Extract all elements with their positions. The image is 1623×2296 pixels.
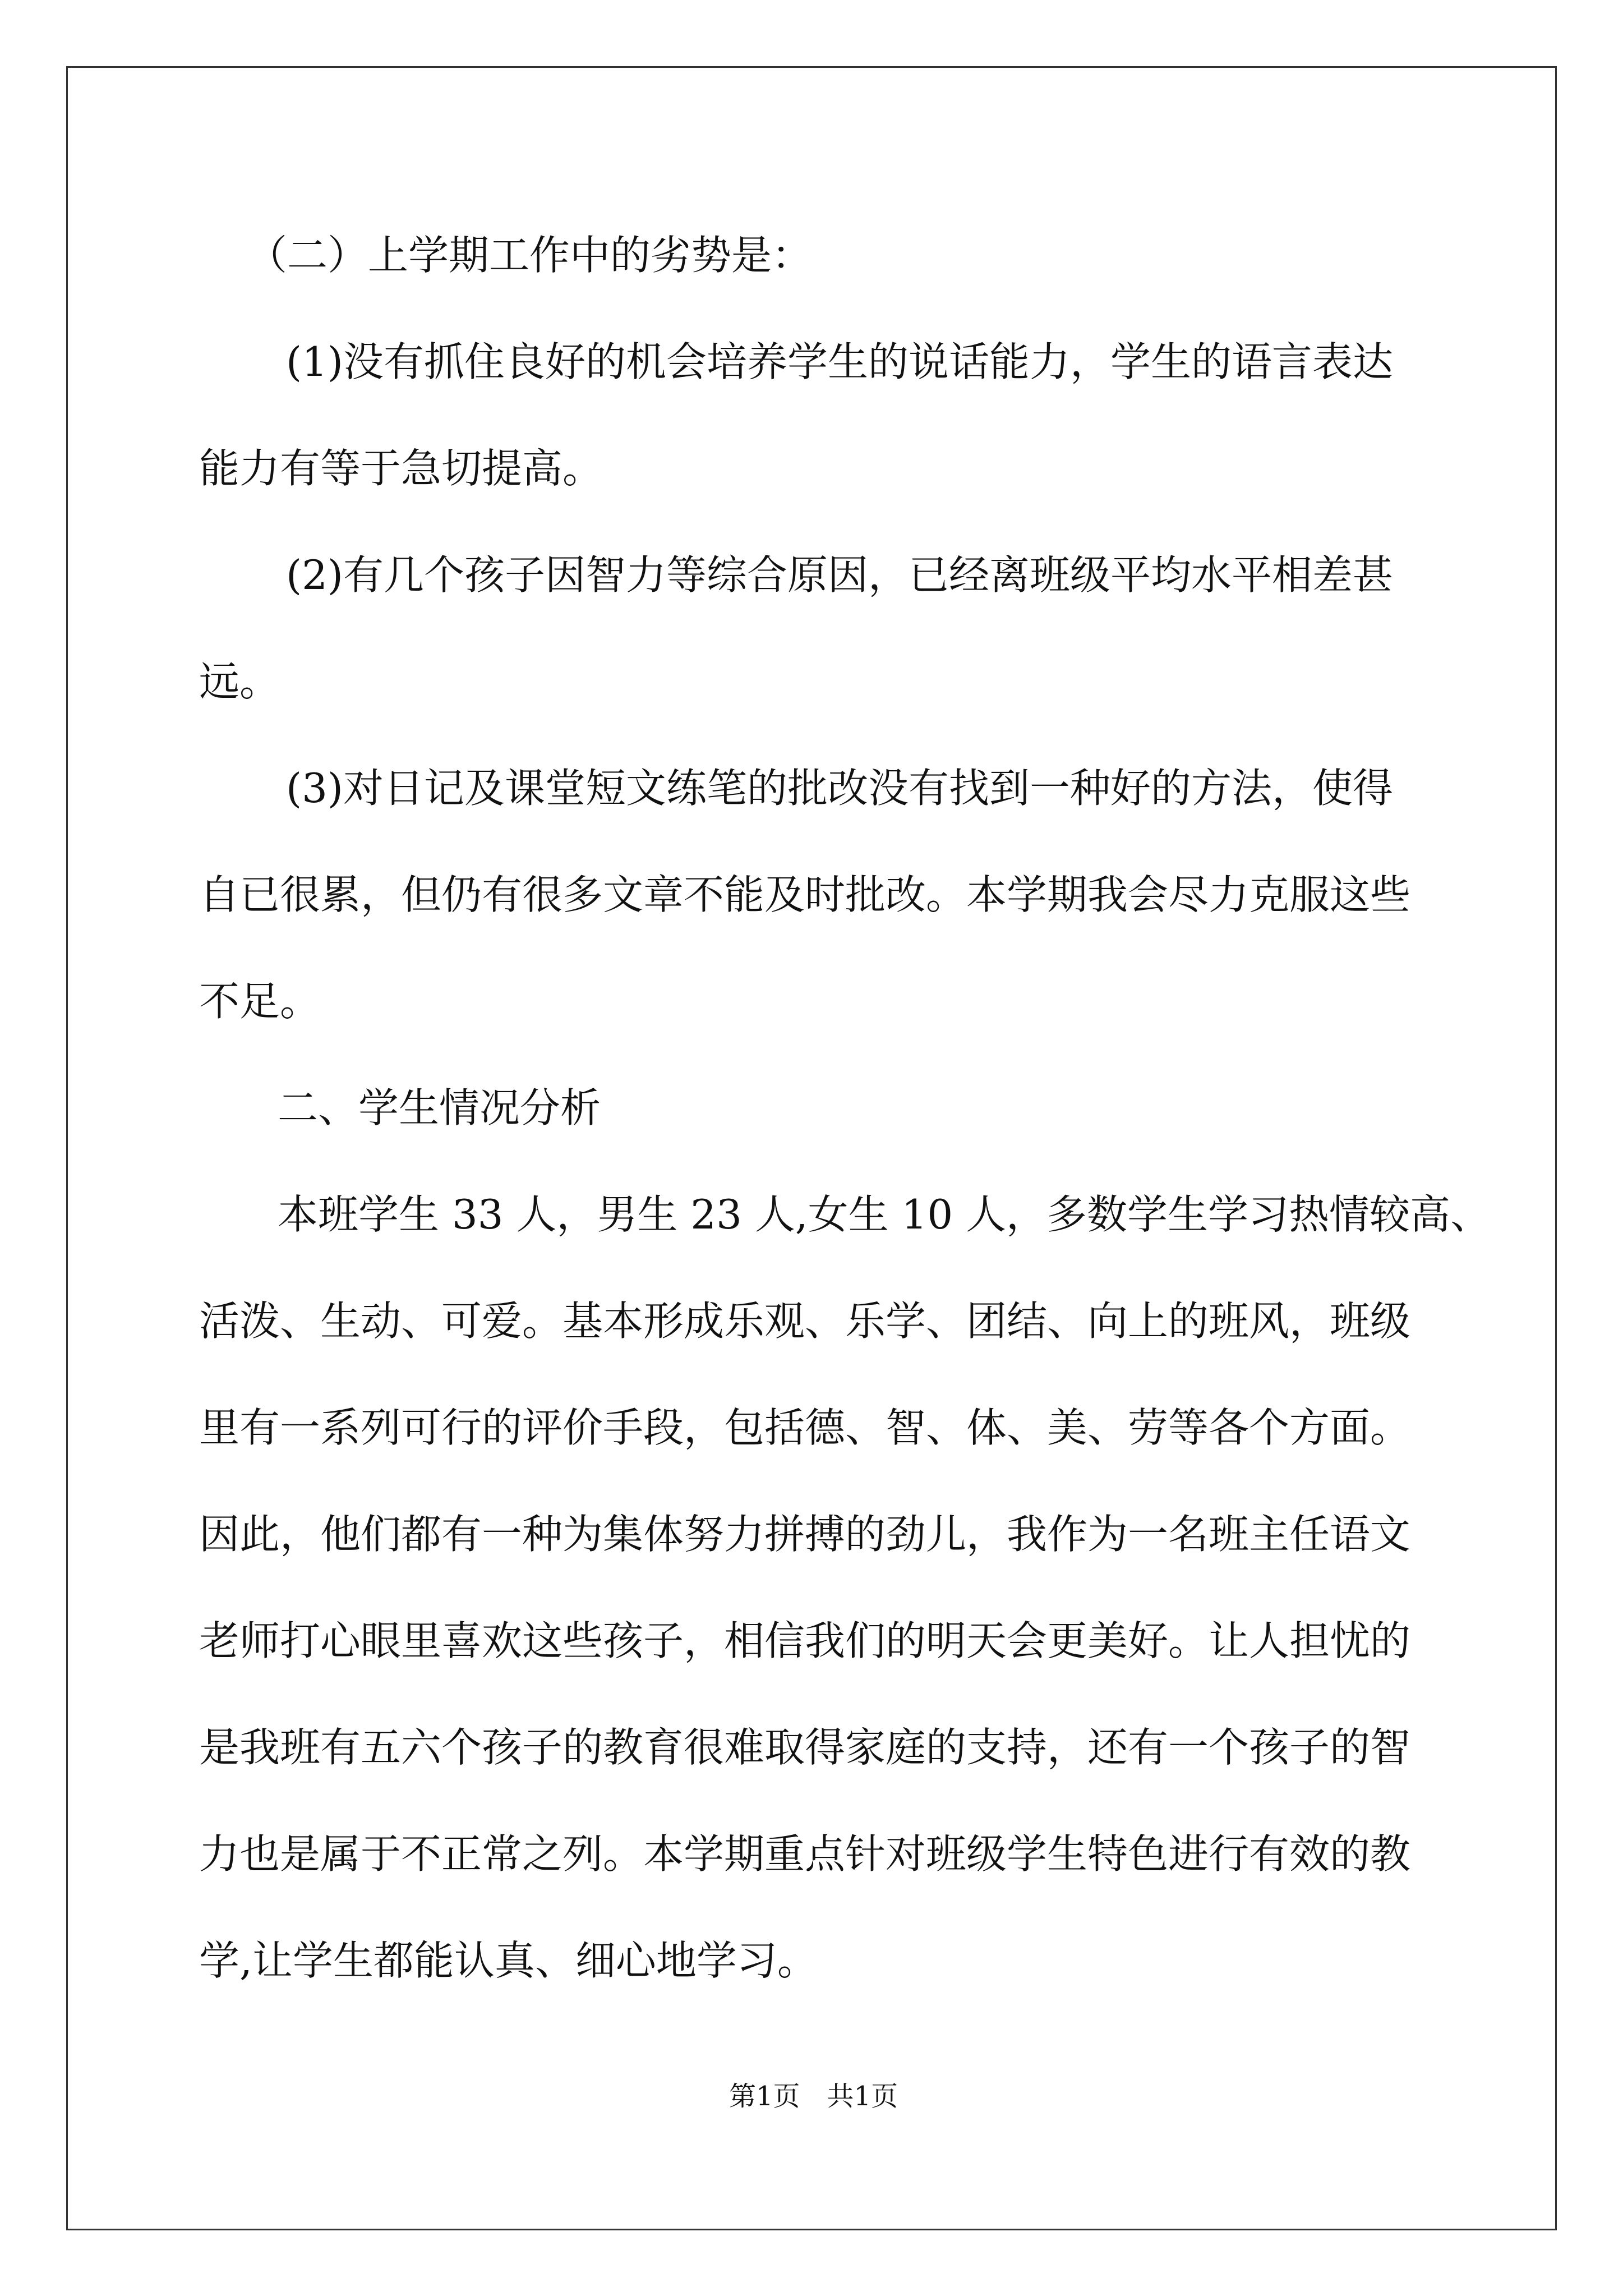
- text-line: 不足。: [199, 978, 321, 1025]
- page-number: 第1页: [729, 2081, 800, 2112]
- text-line: (2)有几个孩子因智力等综合原因，已经离班级平均水平相差甚: [286, 551, 1393, 599]
- text-line: 自已很累，但仍有很多文章不能及时批改。本学期我会尽力克服这些: [199, 871, 1411, 918]
- page-footer: [729, 2079, 898, 2113]
- text-line: 里有一系列可行的评价手段，包括德、智、体、美、劳等各个方面。: [199, 1404, 1411, 1451]
- text-line: （二）上学期工作中的劣势是：: [247, 232, 813, 279]
- text-line: 老师打心眼里喜欢这些孩子，相信我们的明天会更美好。让人担忧的: [199, 1617, 1411, 1664]
- text-line: 远。: [199, 658, 280, 705]
- text-line: (3)对日记及课堂短文练笔的批改没有找到一种好的方法，使得: [286, 765, 1393, 812]
- text-line: 是我班有五六个孩子的教育很难取得家庭的支持，还有一个孩子的智: [199, 1724, 1411, 1771]
- text-line: 能力有等于急切提高。: [199, 445, 603, 492]
- text-line: 学,让学生都能认真、细心地学习。: [199, 1937, 818, 1984]
- page-border: [66, 66, 1557, 2230]
- section-heading: 二、学生情况分析: [278, 1084, 601, 1131]
- text-line: 本班学生 33 人，男生 23 人,女生 10 人，多数学生学习热情较高、: [278, 1191, 1491, 1238]
- text-line: 因此，他们都有一种为集体努力拼搏的劲儿，我作为一名班主任语文: [199, 1511, 1411, 1558]
- text-line: 力也是属于不正常之列。本学期重点针对班级学生特色进行有效的教: [199, 1830, 1411, 1878]
- text-line: 活泼、生动、可爱。基本形成乐观、乐学、团结、向上的班风，班级: [199, 1297, 1411, 1345]
- page-total: 共1页: [827, 2081, 898, 2112]
- text-line: (1)没有抓住良好的机会培养学生的说话能力，学生的语言表达: [286, 338, 1393, 385]
